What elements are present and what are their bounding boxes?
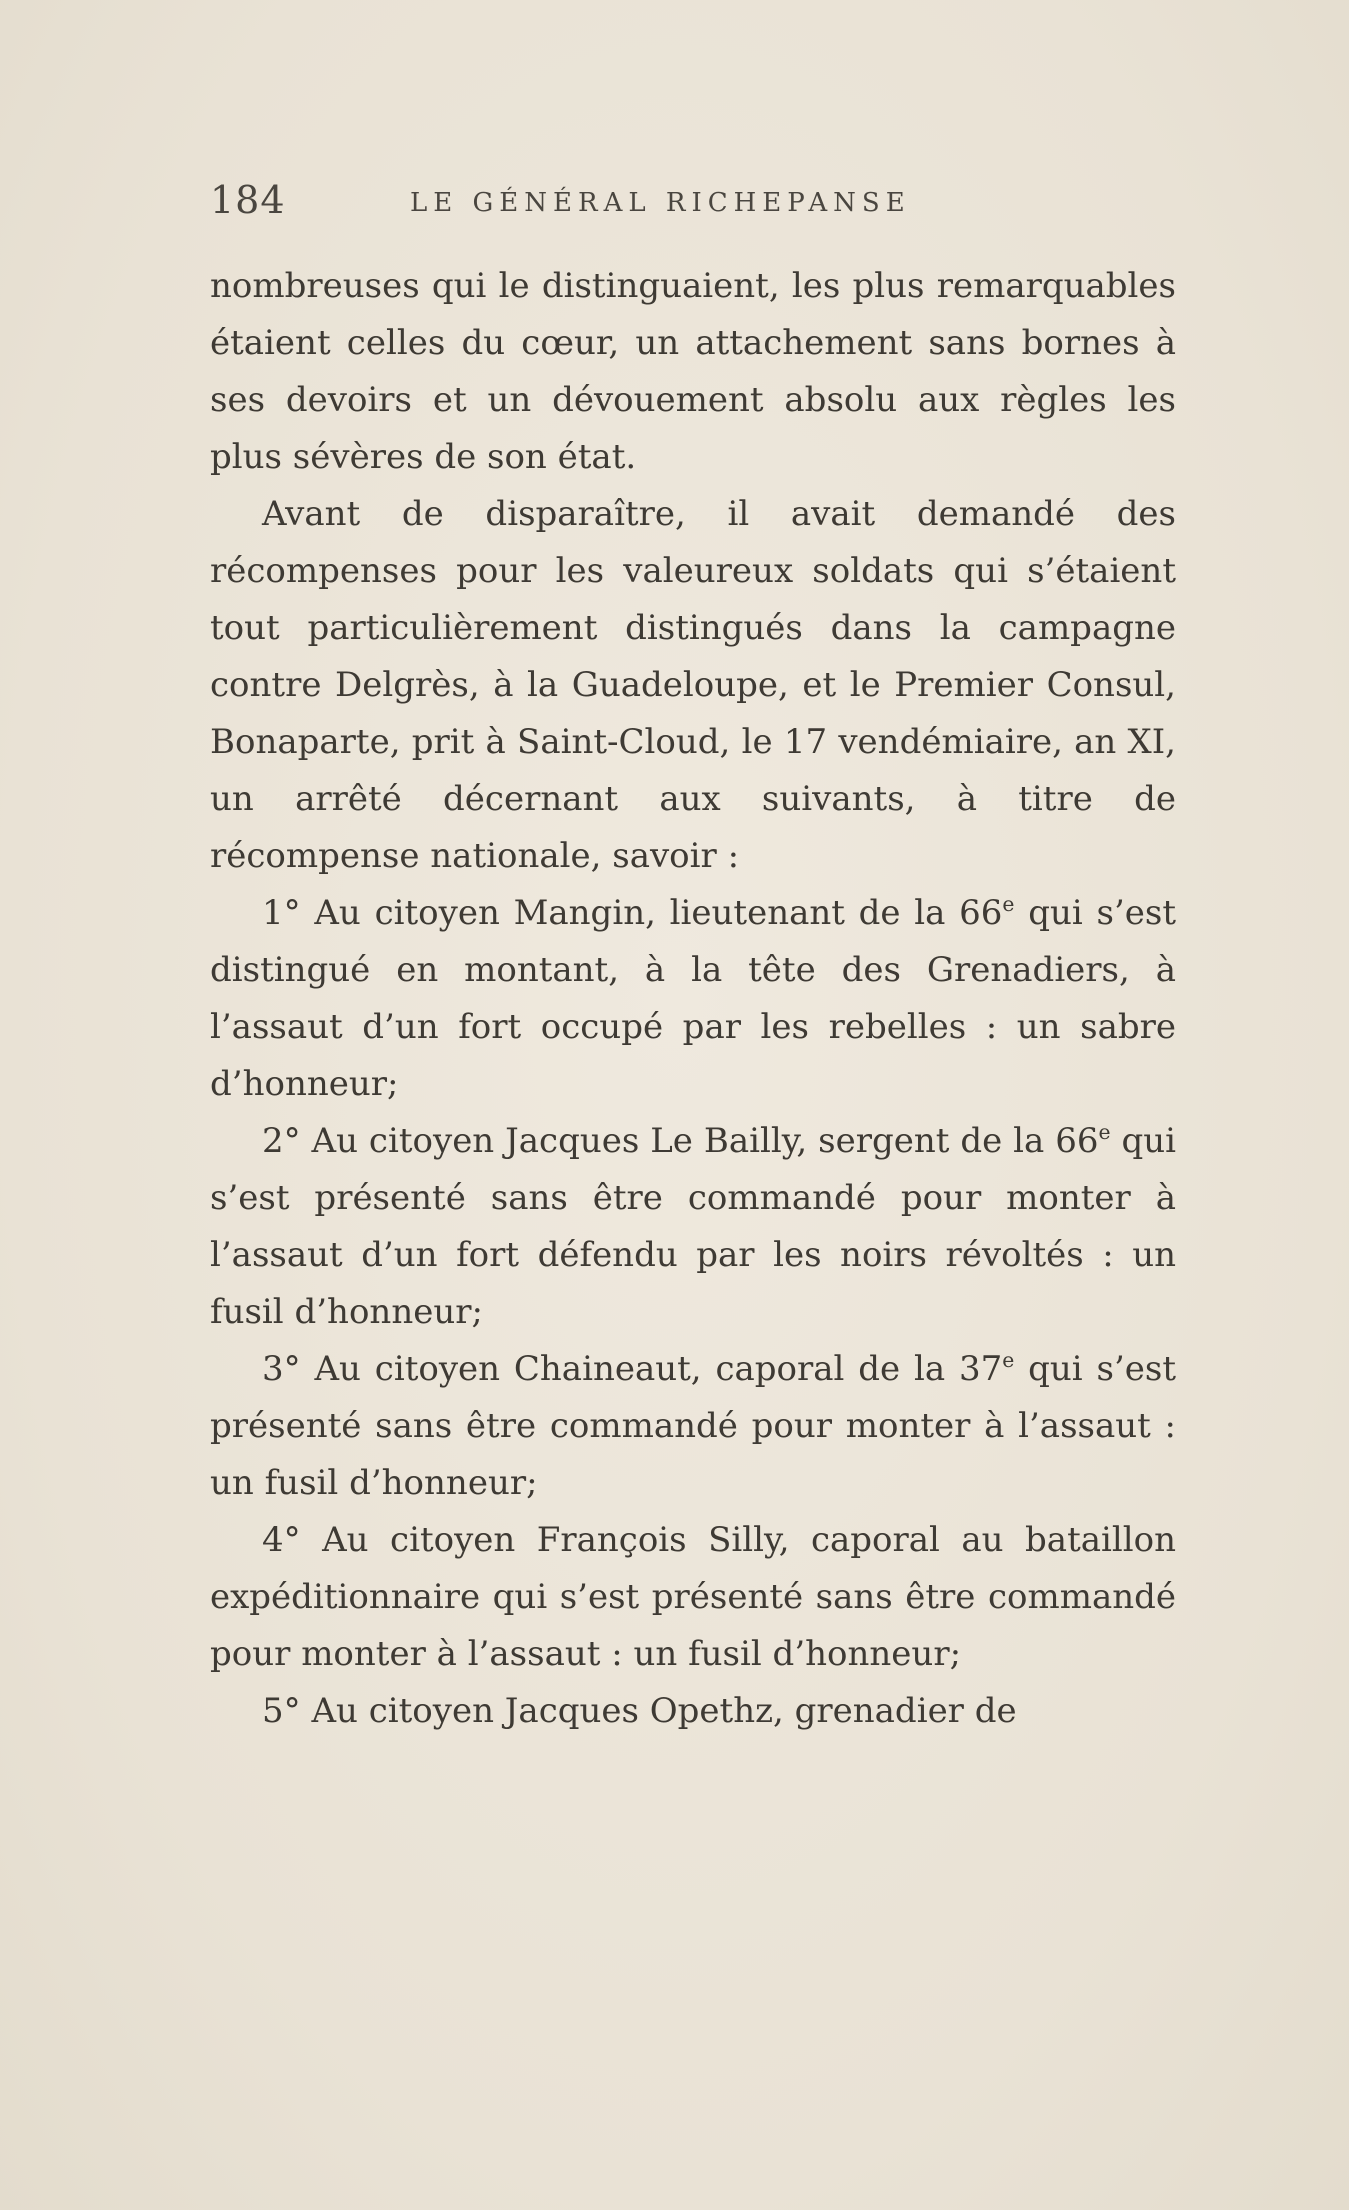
item-number: 1°	[262, 893, 301, 933]
item-lead: Au citoyen Mangin, lieutenant de la 66	[300, 893, 1003, 933]
running-title: LE GÉNÉRAL RICHEPANSE	[410, 188, 911, 218]
paragraph-continuation: nombreuses qui le distinguaient, les plus remarquables étaient celles du cœur, un attachement sans bornes à ses devoirs et un dévouement absolu aux règles les plus sévères de son état.	[210, 266, 1176, 477]
item-lead: Au citoyen Jacques Opethz, grenadier de	[300, 1691, 1017, 1731]
item-superscript: e	[1098, 1119, 1111, 1144]
list-item	[210, 885, 1176, 1113]
item-rest: qui s’est présenté sans être commandé pour monter à l’assaut : un fusil d’honneur;	[210, 1349, 1177, 1503]
list-item	[210, 1683, 1176, 1740]
list-item	[210, 1113, 1176, 1341]
item-number: 3°	[262, 1349, 301, 1389]
item-rest: qui s’est distingué en montant, à la tête des Grenadiers, à l’assaut d’un fort occupé par les rebelles : un sabre d’honneur;	[210, 893, 1176, 1104]
item-number: 4°	[262, 1520, 301, 1560]
item-superscript: e	[1002, 891, 1015, 916]
item-number: 2°	[262, 1121, 301, 1161]
body-text	[210, 258, 1176, 1740]
list-item	[210, 1341, 1176, 1512]
list-item	[210, 1512, 1176, 1683]
page-header	[210, 178, 1180, 238]
item-rest: qui s’est présenté sans être commandé pour monter à l’assaut d’un fort défendu par les noirs révoltés : un fusil d’honneur;	[210, 1121, 1177, 1332]
item-number: 5°	[262, 1691, 301, 1731]
item-lead: Au citoyen Jacques Le Bailly, sergent de la 66	[300, 1121, 1099, 1161]
page-number: 184	[210, 178, 286, 222]
item-superscript: e	[1002, 1347, 1015, 1372]
item-lead: Au citoyen François Silly, caporal au bataillon expéditionnaire qui s’est présenté sans être commandé pour monter à l’assaut : un fusil d’honneur;	[210, 1520, 1176, 1674]
item-lead: Au citoyen Chaineaut, caporal de la 37	[300, 1349, 1003, 1389]
paragraph-decree: Avant de disparaître, il avait demandé des récompenses pour les valeureux soldats qui s’étaient tout particulièrement distingués dans la campagne contre Delgrès, à la Guadeloupe, et le Premier Consul, Bonaparte, prit à Saint-Cloud, le 17 vendémiaire, an XI, un arrêté décernant aux suivants, à titre de récompense nationale, savoir :	[210, 494, 1176, 876]
